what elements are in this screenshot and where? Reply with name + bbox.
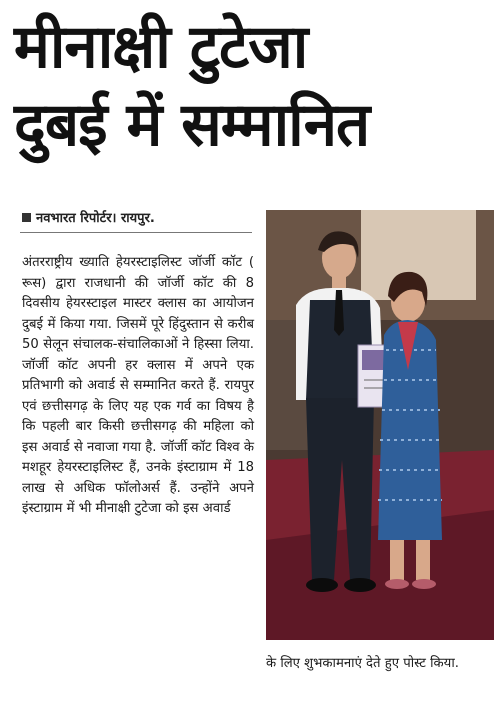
headline-line-1: मीनाक्षी टुटेजा [14, 12, 308, 82]
byline [22, 207, 155, 227]
article-body-continuation: के लिए शुभकामनाएं देते हुए पोस्ट किया. [266, 656, 459, 671]
article-body-paragraph: अंतरराष्ट्रीय ख्याति हेयरस्टाइलिस्ट जॉर्जी कॉट ( रूस) द्वारा राजधानी की जॉर्जी कॉट की 8 दिवसीय हेयरस्टाइल मास्टर क्लास का आयोजन दुबई में किया गया. जिसमें पूरे हिंदुस्तान से करीब 50 सेलून संचालक-संचालिकाओं ने हिस्सा लिया. जॉर्जी कॉट अपनी हर क्लास में अपने एक प्रतिभागी को अवार्ड से सम्मानित करते हैं. रायपुर एवं छत्तीसगढ़ के लिए यह एक गर्व का विषय है कि पहली बार किसी छत्तीसगढ़ की महिला को इस अवार्ड से नवाजा गया है. जॉर्जी कॉट विश्व के मशहूर हेयरस्टाइलिस्ट हैं, उनके इंस्टाग्राम में 18 लाख से अधिक फॉलोअर्स हैं. उन्होंने अपने इंस्टाग्राम में भी मीनाक्षी टुटेजा को इस अवार्ड [22, 255, 254, 516]
byline-square-icon [22, 213, 31, 222]
byline-text: नवभारत रिपोर्टर। रायपुर. [36, 211, 155, 226]
headline [14, 8, 494, 164]
article-body-column-1 [22, 253, 254, 520]
article-body-column-2 [266, 654, 494, 675]
article-photo [266, 210, 494, 640]
byline-divider [20, 232, 252, 233]
headline-line-2: दुबई में सम्मानित [14, 90, 370, 160]
award-photo-illustration [266, 210, 494, 640]
